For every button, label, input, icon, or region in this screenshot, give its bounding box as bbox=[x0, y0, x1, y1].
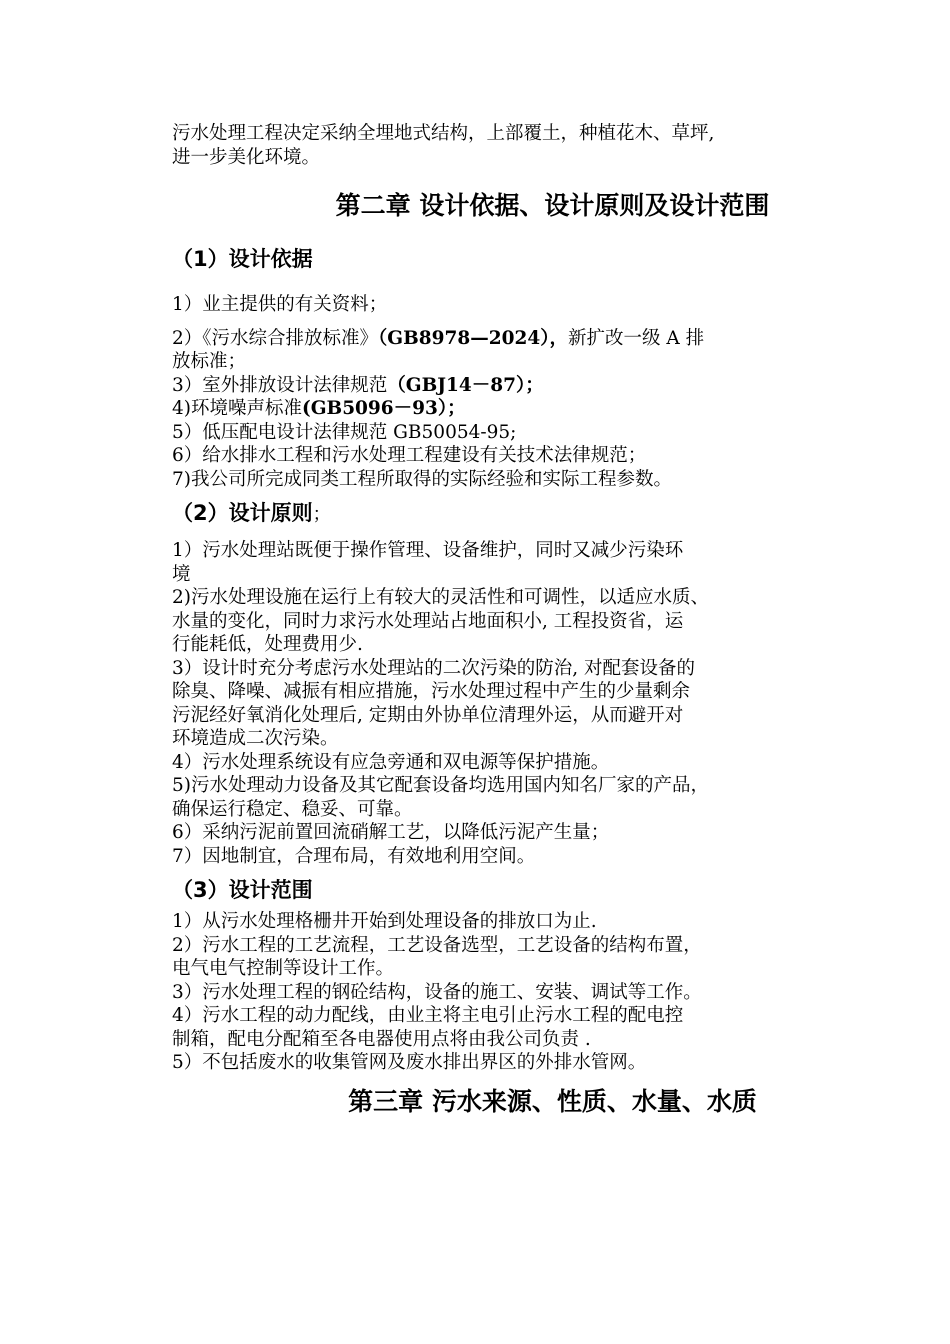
principles-line: 7）因地制宜，合理布局，有效地利用空间。 bbox=[172, 845, 536, 867]
basis-item-5: 5）低压配电设计法律规范 GB50054-95; bbox=[172, 421, 517, 443]
principles-list bbox=[172, 539, 840, 868]
principles-line: 行能耗低，处理费用少. bbox=[172, 634, 363, 655]
section-design-scope-heading: （3）设计范围 bbox=[172, 878, 313, 902]
basis-item-4-standard: (GB5096－93）； bbox=[302, 398, 466, 419]
principles-line: 3）设计时充分考虑污水处理站的二次污染的防治, 对配套设备的 bbox=[172, 657, 696, 679]
principles-line: 水量的变化，同时力求污水处理站占地面积小, 工程投资省，运 bbox=[172, 610, 684, 632]
intro-line-2: 进一步美化环境。 bbox=[172, 146, 321, 168]
scope-line: 1）从污水处理格栅井开始到处理设备的排放口为止. bbox=[172, 911, 597, 932]
basis-item-1: 1）业主提供的有关资料； bbox=[172, 294, 388, 315]
principles-line: 除臭、降噪、减振有相应措施，污水处理过程中产生的少量剩余 bbox=[172, 681, 691, 702]
principles-line: 4）污水处理系统设有应急旁通和双电源等保护措施。 bbox=[172, 751, 610, 773]
basis-item-3-prefix: 3）室外排放设计法律规范 bbox=[172, 374, 388, 396]
scope-line: 3）污水处理工程的钢砼结构，设备的施工、安装、调试等工作。 bbox=[172, 981, 702, 1003]
basis-item-2-line-2: 放标准； bbox=[172, 351, 247, 372]
basis-item-4-prefix: 4)环境噪声标准 bbox=[172, 398, 302, 419]
principles-line: 确保运行稳定、稳妥、可靠。 bbox=[172, 798, 413, 820]
basis-item-2 bbox=[172, 327, 840, 351]
principles-line: 环境造成二次污染。 bbox=[172, 728, 339, 749]
principles-heading-text: （2）设计原则 bbox=[172, 501, 313, 525]
basis-item-7: 7)我公司所完成同类工程所取得的实际经验和实际工程参数。 bbox=[172, 468, 672, 490]
scope-list bbox=[172, 910, 840, 1075]
principles-line: 2)污水处理设施在运行上有较大的灵活性和可调性，以适应水质、 bbox=[172, 587, 709, 608]
intro-line-1: 污水处理工程决定采纳全埋地式结构，上部覆土，种植花木、草坪, bbox=[172, 123, 715, 144]
scope-line: 4）污水工程的动力配线，由业主将主电引止污水工程的配电控 bbox=[172, 1005, 684, 1026]
basis-item-2-standard: （GB8978—2024）， bbox=[378, 327, 568, 349]
principles-line: 5)污水处理动力设备及其它配套设备均选用国内知名厂家的产品， bbox=[172, 775, 709, 796]
chapter-2-title: 第二章 设计依据、设计原则及设计范围 bbox=[335, 191, 770, 220]
section-design-principles-heading bbox=[172, 499, 840, 529]
basis-item-2-prefix: 2）《污水综合排放标准》 bbox=[172, 327, 379, 349]
basis-item-3-standard: （GBJ14－87）； bbox=[387, 374, 544, 396]
principles-line: 污泥经好氧消化处理后, 定期由外协单位清理外运，从而避开对 bbox=[172, 704, 684, 726]
scope-line: 2）污水工程的工艺流程，工艺设备选型，工艺设备的结构布置， bbox=[172, 934, 702, 956]
basis-item-6: 6）给水排水工程和污水处理工程建设有关技术法律规范； bbox=[172, 445, 647, 466]
basis-item-3 bbox=[172, 374, 840, 398]
basis-item-2-suffix: 新扩改一级 A 排 bbox=[567, 327, 705, 349]
principles-line: 境 bbox=[172, 563, 191, 585]
scope-line: 电气电气控制等设计工作。 bbox=[172, 958, 395, 979]
section-design-basis-heading: （1）设计依据 bbox=[172, 247, 313, 271]
scope-line: 5）不包括废水的收集管网及废水排出界区的外排水管网。 bbox=[172, 1052, 647, 1073]
basis-item-4 bbox=[172, 397, 840, 421]
principles-line: 1）污水处理站既便于操作管理、设备维护，同时又减少污染环 bbox=[172, 540, 684, 561]
principles-line: 6）采纳污泥前置回流硝解工艺，以降低污泥产生量； bbox=[172, 822, 610, 843]
principles-heading-tail: ； bbox=[312, 504, 331, 525]
scope-line: 制箱，配电分配箱至各电器使用点将由我公司负责 . bbox=[172, 1028, 591, 1050]
chapter-3-title: 第三章 污水来源、性质、水量、水质 bbox=[348, 1086, 757, 1116]
